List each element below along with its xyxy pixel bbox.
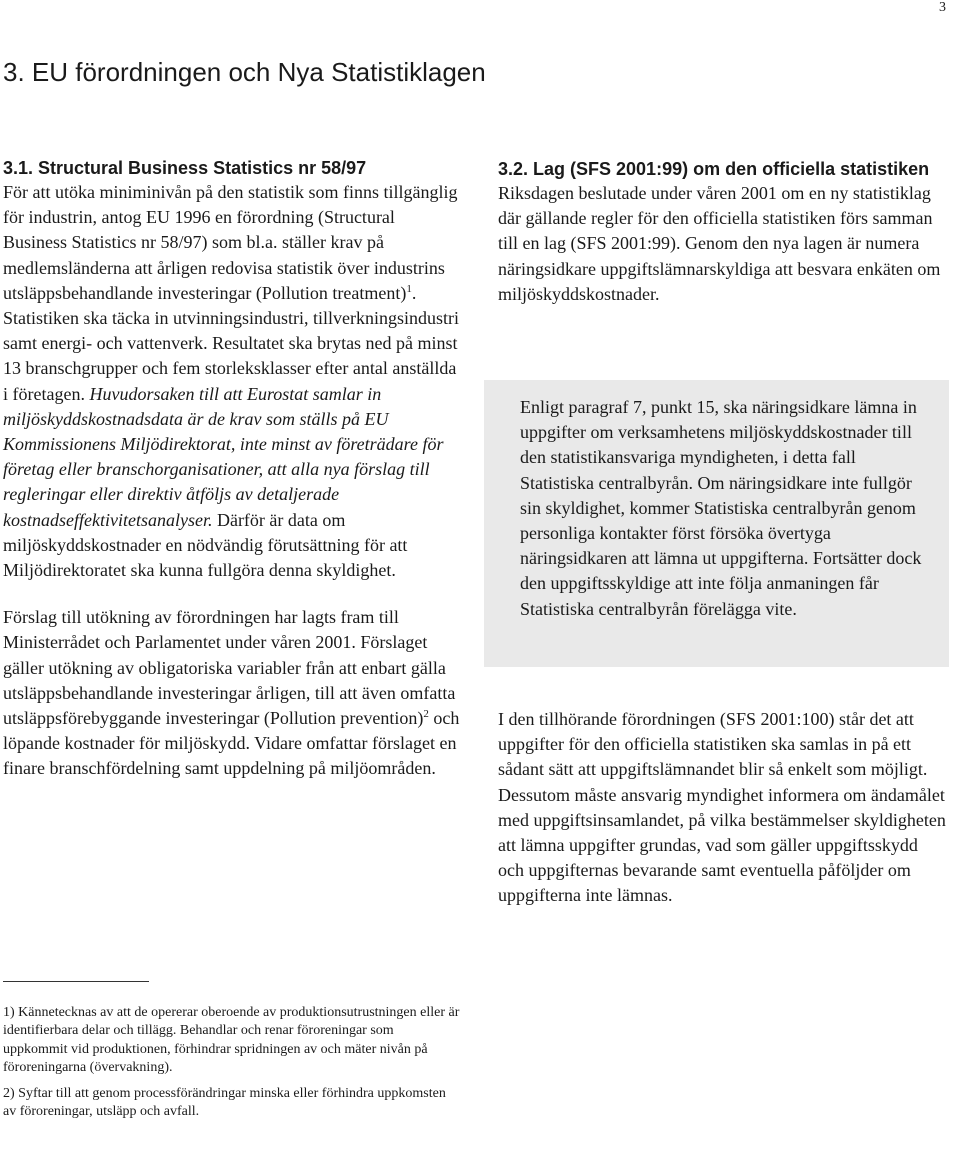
italic-text: Huvudorsaken till att Eurostat samlar in miljöskyddskostnadsdata är de krav som ställs på EU Kommissionens Miljödirektorat, inte minst av företrädare för företag eller branschorganisationer, att alla nya förslag till regleringar eller direktiv åtföljs av detaljerade kostnadseffektivitetsanalyser. bbox=[3, 383, 444, 530]
paragraph-proposal bbox=[3, 605, 461, 781]
paragraph-statistiklag: Riksdagen beslutade under våren 2001 om en ny statistiklag där gällande regler för den officiella statistiken förs samman till en lag (SFS 2001:99). Genom den nya lagen är numera näringsidkare uppgiftslämnarskyldiga att besvara enkäten om miljöskyddskostnader. bbox=[498, 183, 941, 304]
footnote-1: 1) Kännetecknas av att de opererar oberoende av produktionsutrustningen eller är identifierbara delar och tillägg. Behandlar och renar föroreningar som uppkommit vid produktionen, förhindrar spridningen av och mäter nivån på föroreningarna (övervakning). bbox=[3, 1005, 460, 1076]
footnote-divider bbox=[3, 981, 149, 982]
page-number: 3 bbox=[939, 0, 946, 15]
text: . Statistiken ska täcka in utvinningsindustri, tillverkningsindustri samt energi- och vattenverk. Resultatet ska brytas ned på minst 13 branschgrupper och fem storleksklasser efter antal anställda i företagen. bbox=[3, 282, 459, 404]
footnote-2: 2) Syftar till att genom processförändringar minska eller förhindra uppkomsten av föroreningar, utsläpp och avfall. bbox=[3, 1085, 446, 1120]
text: I den tillhörande förordningen (SFS 2001:100) står det att uppgifter för den officiella statistiken ska samlas in på ett sådant sätt att uppgiftslämnandet blir så enkelt som möjligt. Dessutom måste ansvarig myndighet informera om ändamålet med uppgiftsinsamlandet, på vilka bestämmelser skyldigheten att lämna uppgifter grundas, vad som gäller uppgiftsskydd och uppgifternas bevarande samt eventuella påföljder om uppgifterna inte lämnas. bbox=[498, 709, 946, 906]
text: Därför är data om miljöskyddskostnader en nödvändig förutsättning för att Miljödirektoratet ska kunna fullgöra denna skyldighet. bbox=[3, 509, 408, 581]
right-column bbox=[498, 157, 946, 307]
highlight-box bbox=[484, 380, 949, 667]
text: och löpande kostnader för miljöskydd. Vidare omfattar förslaget en finare branschfördelning samt uppdelning på miljöområden. bbox=[3, 708, 460, 779]
footnote-ref-1: 1 bbox=[406, 282, 412, 295]
footnote-ref-2: 2 bbox=[423, 708, 429, 721]
text: Förslag till utökning av förordningen har lagts fram till Ministerrådet och Parlamentet under våren 2001. Förslaget gäller utökning av obligatoriska variabler från att enbart gälla utsläppsbehandlande investeringar årligen, till att även omfatta utsläppsförebyggande investeringar (Pollution prevention) bbox=[3, 607, 456, 729]
box-text: Enligt paragraf 7, punkt 15, ska näringsidkare lämna in uppgifter om verksamhetens miljöskyddskostnader till den statistikansvariga myndigheten, i detta fall Statistiska centralbyrån. Om näringsidkare inte fullgör sin skyldighet, kommer Statistiska centralbyrån genom personliga kontakter först försöka övertyga näringsidkaren att lämna ut uppgifterna. Fortsätter dock den uppgiftsskyldige att inte följa anmaningen får Statistiska centralbyrån förelägga vite. bbox=[520, 397, 922, 619]
section-heading-3-1: 3.1. Structural Business Statistics nr 58/97 bbox=[3, 158, 367, 178]
left-column bbox=[3, 156, 461, 782]
footnotes bbox=[3, 1004, 461, 1128]
paragraph-sbs bbox=[3, 180, 461, 583]
paragraph-forordning bbox=[498, 707, 946, 909]
page-title: 3. EU förordningen och Nya Statistiklagen bbox=[3, 57, 486, 87]
text: För att utöka miniminivån på den statistik som finns tillgänglig för industrin, antog EU 1996 en förordning (Structural Business Statistics nr 58/97) som bl.a. ställer krav på medlemsländerna att årligen redovisa statistik över industrins utsläppsbehandlande investeringar (Pollution treatment) bbox=[3, 182, 458, 303]
section-heading-3-2: 3.2. Lag (SFS 2001:99) om den officiella statistiken bbox=[498, 159, 930, 179]
